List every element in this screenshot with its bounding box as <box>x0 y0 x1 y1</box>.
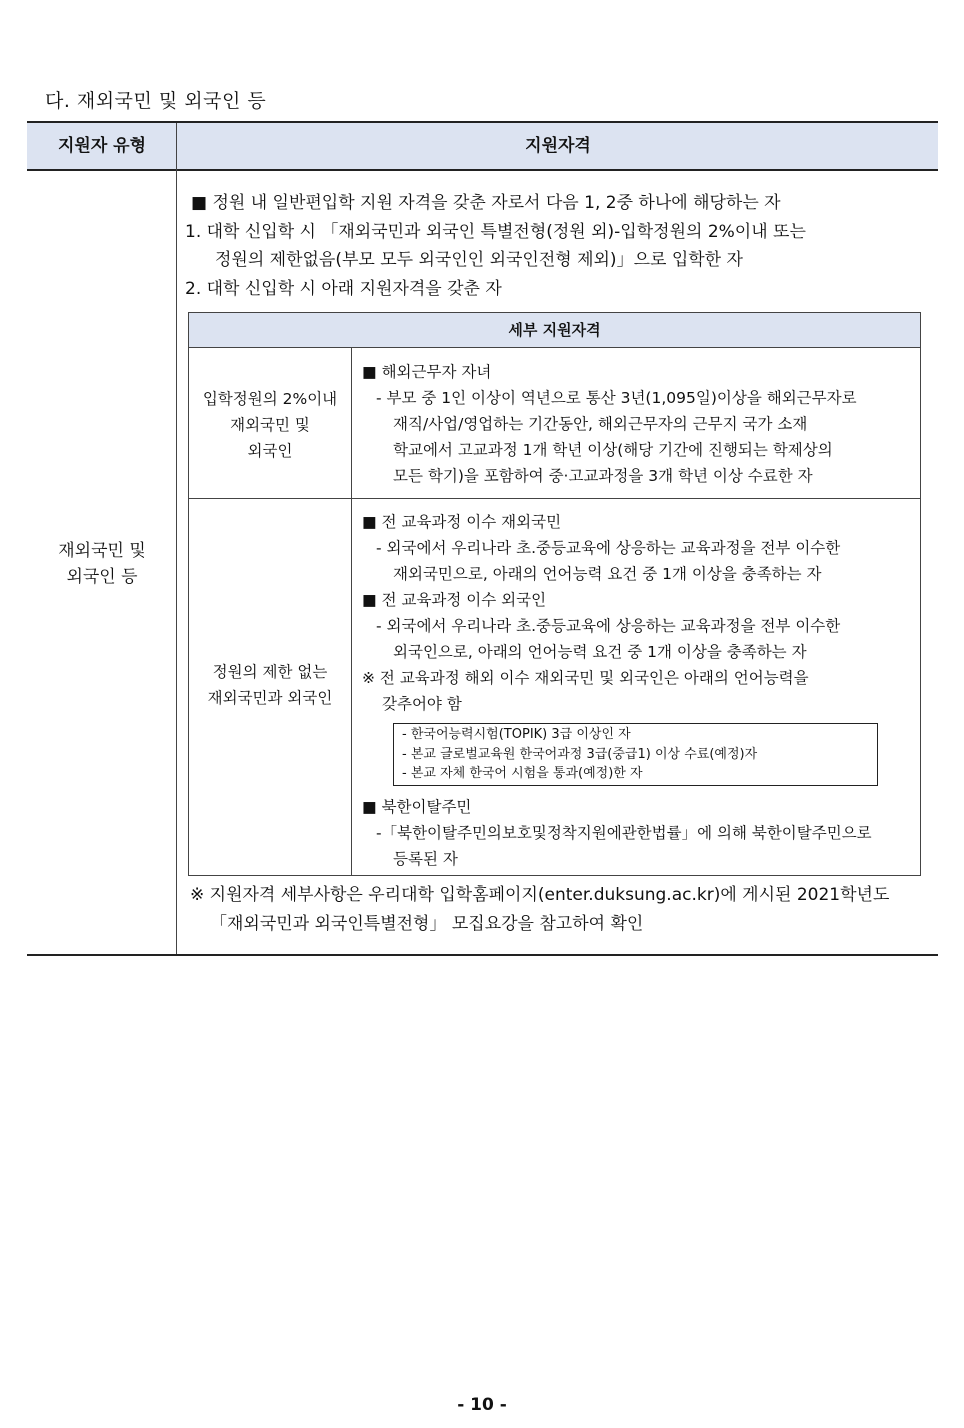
row2-category-line: 재외국민과 외국인 <box>207 689 333 707</box>
detail-table <box>188 312 921 876</box>
row1-category-line: 외국인 <box>247 442 293 460</box>
row1-bullet: ■ 해외근무자 자녀 <box>362 363 492 381</box>
section-title: 다. 재외국민 및 외국인 등 <box>45 90 267 112</box>
language-requirement-item: - 한국어능력시험(TOPIK) 3급 이상인 자 <box>402 727 631 742</box>
row2-bullet-1: ■ 전 교육과정 이수 재외국민 <box>362 513 562 531</box>
row2-bullet-2: ■ 전 교육과정 이수 외국인 <box>362 591 547 609</box>
detail-table-header: 세부 지원자격 <box>189 313 920 348</box>
row1-category-line: 입학정원의 2%이내 <box>202 390 338 408</box>
intro-item-1: 1. 대학 신입학 시 「재외국민과 외국인 특별전형(정원 외)-입학정원의 2%이내 또는 <box>185 221 806 242</box>
intro-item-2: 2. 대학 신입학 시 아래 지원자격을 갖춘 자 <box>185 278 502 299</box>
applicant-type-cell <box>27 538 177 590</box>
row2-note-cont: 갖추어야 함 <box>382 695 462 713</box>
row1-category <box>189 386 351 464</box>
footer-note-line: ※ 지원자격 세부사항은 우리대학 입학홈페이지(enter.duksung.ac.kr)에 게시된 2021학년도 <box>190 885 890 905</box>
header-applicant-type: 지원자 유형 <box>57 136 147 156</box>
row2-category-line: 정원의 제한 없는 <box>212 663 328 681</box>
intro-bullet: ■ 정원 내 일반편입학 지원 자격을 갖춘 자로서 다음 1, 2중 하나에 해당하는 자 <box>191 193 781 213</box>
row2-detail-line: 외국인으로, 아래의 언어능력 요건 중 1개 이상을 충족하는 자 <box>393 643 807 661</box>
row2-category <box>189 659 351 711</box>
row2-detail-line: - 외국에서 우리나라 초.중등교육에 상응하는 교육과정을 전부 이수한 <box>376 617 841 635</box>
eligibility-table <box>27 121 938 956</box>
row2-detail-line: 재외국민으로, 아래의 언어능력 요건 중 1개 이상을 충족하는 자 <box>393 565 822 583</box>
row1-detail-line: 모든 학기)을 포함하여 중·고교과정을 3개 학년 이상 수료한 자 <box>393 467 813 485</box>
header-qualification: 지원자격 <box>525 136 591 156</box>
row2-detail-line: -「북한이탈주민의보호및정착지원에관한법률」에 의해 북한이탈주민으로 <box>376 823 872 842</box>
qualification-intro <box>185 189 930 303</box>
detail-column-divider <box>351 348 352 876</box>
row2-bullet-3: ■ 북한이탈주민 <box>362 797 472 816</box>
footer-note <box>190 881 935 938</box>
row1-detail-line: 재직/사업/영업하는 기간동안, 해외근무자의 근무지 국가 소재 <box>393 415 808 433</box>
row2-details <box>362 509 917 872</box>
row2-note: ※ 전 교육과정 해외 이수 재외국민 및 외국인은 아래의 언어능력을 <box>362 669 809 687</box>
row2-detail-line: - 외국에서 우리나라 초.중등교육에 상응하는 교육과정을 전부 이수한 <box>376 539 841 557</box>
row1-category-line: 재외국민 및 <box>230 416 310 434</box>
row2-detail-line: 등록된 자 <box>393 849 458 868</box>
language-requirement-box <box>393 723 878 786</box>
footer-note-line: 「재외국민과 외국인특별전형」 모집요강을 참고하여 확인 <box>210 913 644 934</box>
row1-detail-line: - 부모 중 1인 이상이 역년으로 통산 3년(1,095일)이상을 해외근무자로 <box>376 389 857 407</box>
applicant-type-line: 재외국민 및 <box>58 541 146 561</box>
table-header <box>27 123 938 171</box>
page-number: - 10 - <box>457 1395 507 1415</box>
intro-item-1-cont: 정원의 제한없음(부모 모두 외국인인 외국인전형 제외)」으로 입학한 자 <box>215 250 743 270</box>
language-requirement-item: - 본교 자체 한국어 시험을 통과(예정)한 자 <box>402 766 643 781</box>
detail-row-divider <box>189 498 920 499</box>
row1-detail-line: 학교에서 고교과정 1개 학년 이상(해당 기간에 진행되는 학제상의 <box>393 441 833 459</box>
row1-details <box>362 359 917 489</box>
language-requirement-item: - 본교 글로벌교육원 한국어과정 3급(중급1) 이상 수료(예정)자 <box>402 746 758 762</box>
applicant-type-line: 외국인 등 <box>66 567 138 587</box>
